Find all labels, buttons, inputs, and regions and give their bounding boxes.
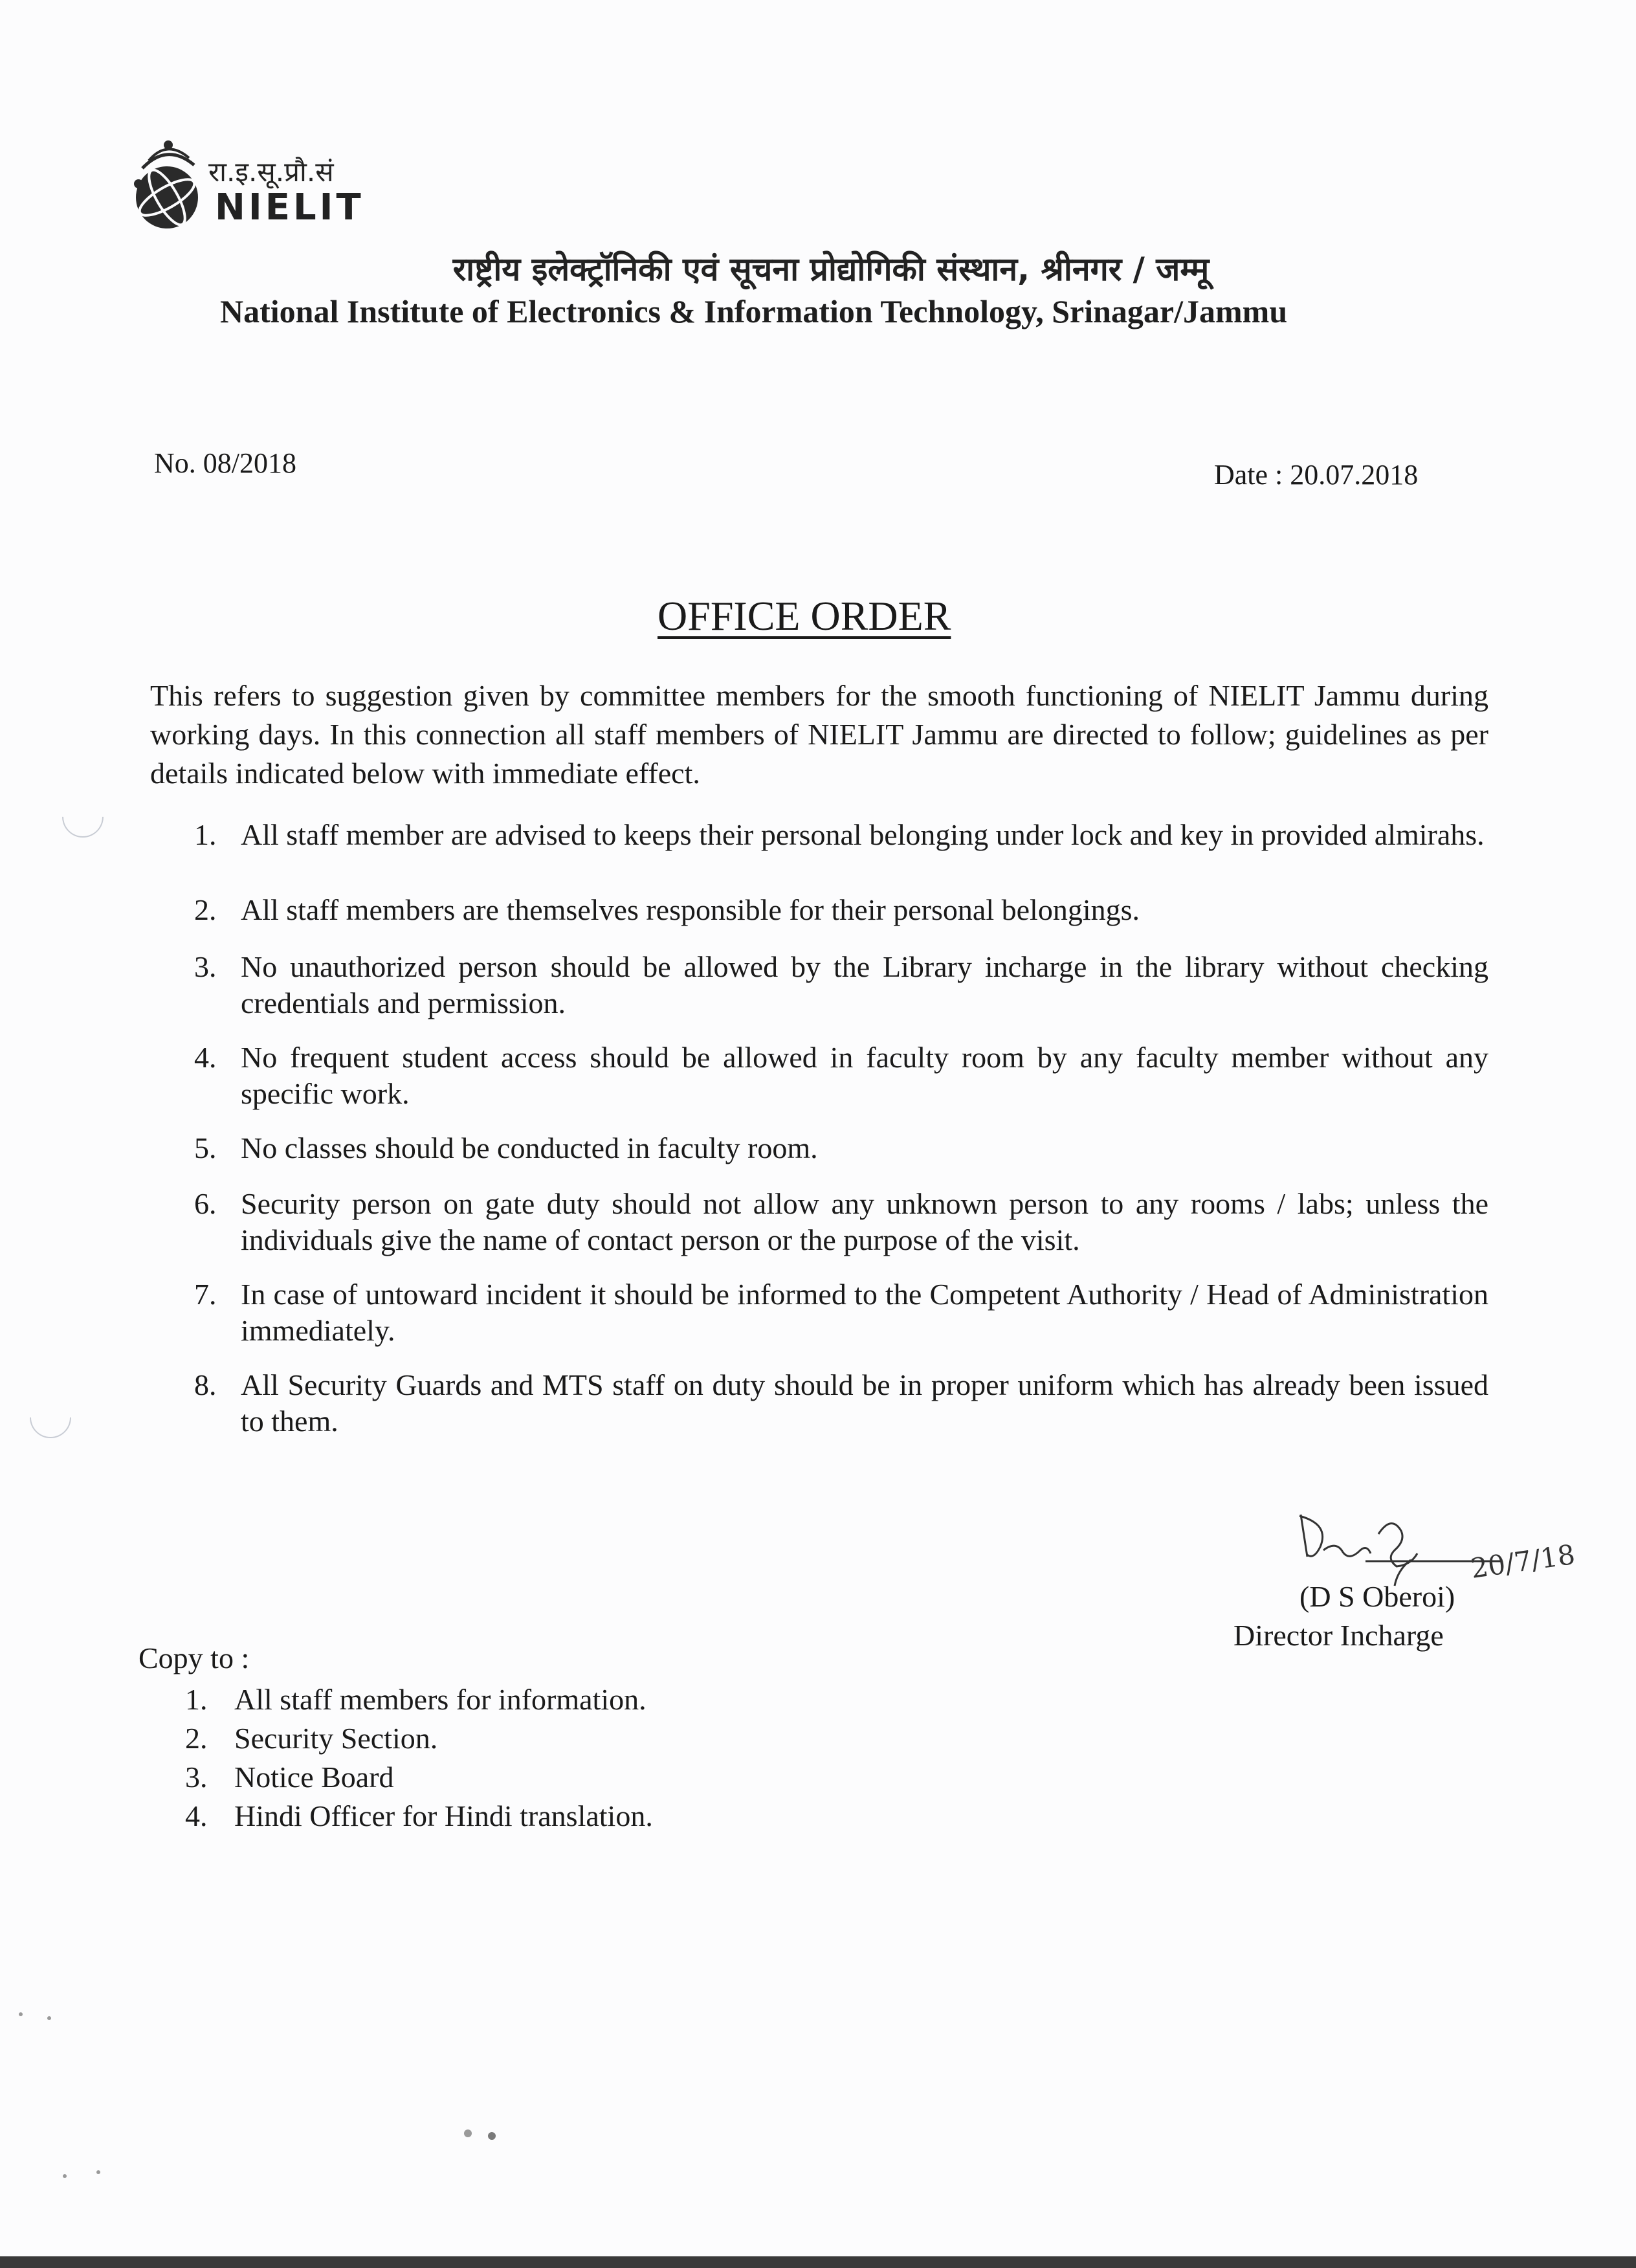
guideline-text: In case of untoward incident it should be informed to the Competent Authority / Head of Administration immediately. — [241, 1278, 1488, 1347]
guideline-text: No classes should be conducted in faculty room. — [241, 1131, 818, 1164]
copy-to-label: Copy to : — [138, 1641, 250, 1674]
signatory-designation: Director Incharge — [1233, 1619, 1444, 1652]
handwritten-date: 20/7/18 — [1468, 1538, 1577, 1584]
guideline-number: 4. — [194, 1041, 217, 1074]
guideline-text: All staff member are advised to keeps their personal belonging under lock and key in provided almirahs. — [241, 818, 1485, 851]
logo-hindi-text: रा.इ.सू.प्रौ.सं — [208, 156, 334, 188]
reference-number: No. 08/2018 — [154, 447, 296, 479]
copy-to-number: 2. — [185, 1722, 208, 1755]
guideline-number: 6. — [194, 1187, 217, 1220]
scan-bottom-edge — [0, 2256, 1636, 2268]
copy-to-number: 4. — [185, 1799, 208, 1832]
guideline-text: All staff members are themselves responsible for their personal belongings. — [241, 893, 1140, 926]
guideline-number: 2. — [194, 893, 217, 926]
institute-name-english: National Institute of Electronics & Information Technology, Srinagar/Jammu — [220, 293, 1288, 329]
intro-paragraph: This refers to suggestion given by committee members for the smooth functioning of NIELIT Jammu during working days. In this connection all staff members of NIELIT Jammu are directed to follow; guidelines as per details indicated below with immediate effect. — [150, 679, 1488, 790]
guideline-text: No frequent student access should be allowed in faculty room by any faculty member without any specific work. — [241, 1041, 1488, 1110]
copy-to-number: 3. — [185, 1761, 208, 1794]
guideline-text: Security person on gate duty should not allow any unknown person to any rooms / labs; unless the individuals give the name of contact person or the purpose of the visit. — [241, 1187, 1488, 1256]
guideline-number: 5. — [194, 1131, 217, 1164]
document-title: OFFICE ORDER — [658, 593, 951, 639]
institute-name-hindi: राष्ट्रीय इलेक्ट्रॉनिकी एवं सूचना प्रोद्योगिकी संस्थान, श्रीनगर / जम्मू — [452, 250, 1210, 288]
copy-to-text: Notice Board — [234, 1761, 394, 1794]
copy-to-text: All staff members for information. — [234, 1683, 647, 1716]
guideline-text: All Security Guards and MTS staff on duty should be in proper uniform which has already been issued to them. — [241, 1368, 1488, 1438]
copy-to-number: 1. — [185, 1683, 208, 1716]
guideline-number: 8. — [194, 1368, 217, 1401]
guideline-number: 7. — [194, 1278, 217, 1311]
signatory-name: (D S Oberoi) — [1299, 1580, 1455, 1613]
guideline-number: 1. — [194, 818, 217, 851]
order-date: Date : 20.07.2018 — [1214, 459, 1419, 491]
guideline-number: 3. — [194, 950, 217, 983]
copy-to-text: Security Section. — [234, 1722, 438, 1755]
logo-wordmark: NIELIT — [215, 186, 364, 228]
guideline-text: No unauthorized person should be allowed by the Library incharge in the library without checking credentials and permission. — [241, 950, 1488, 1019]
copy-to-text: Hindi Officer for Hindi translation. — [234, 1799, 653, 1832]
